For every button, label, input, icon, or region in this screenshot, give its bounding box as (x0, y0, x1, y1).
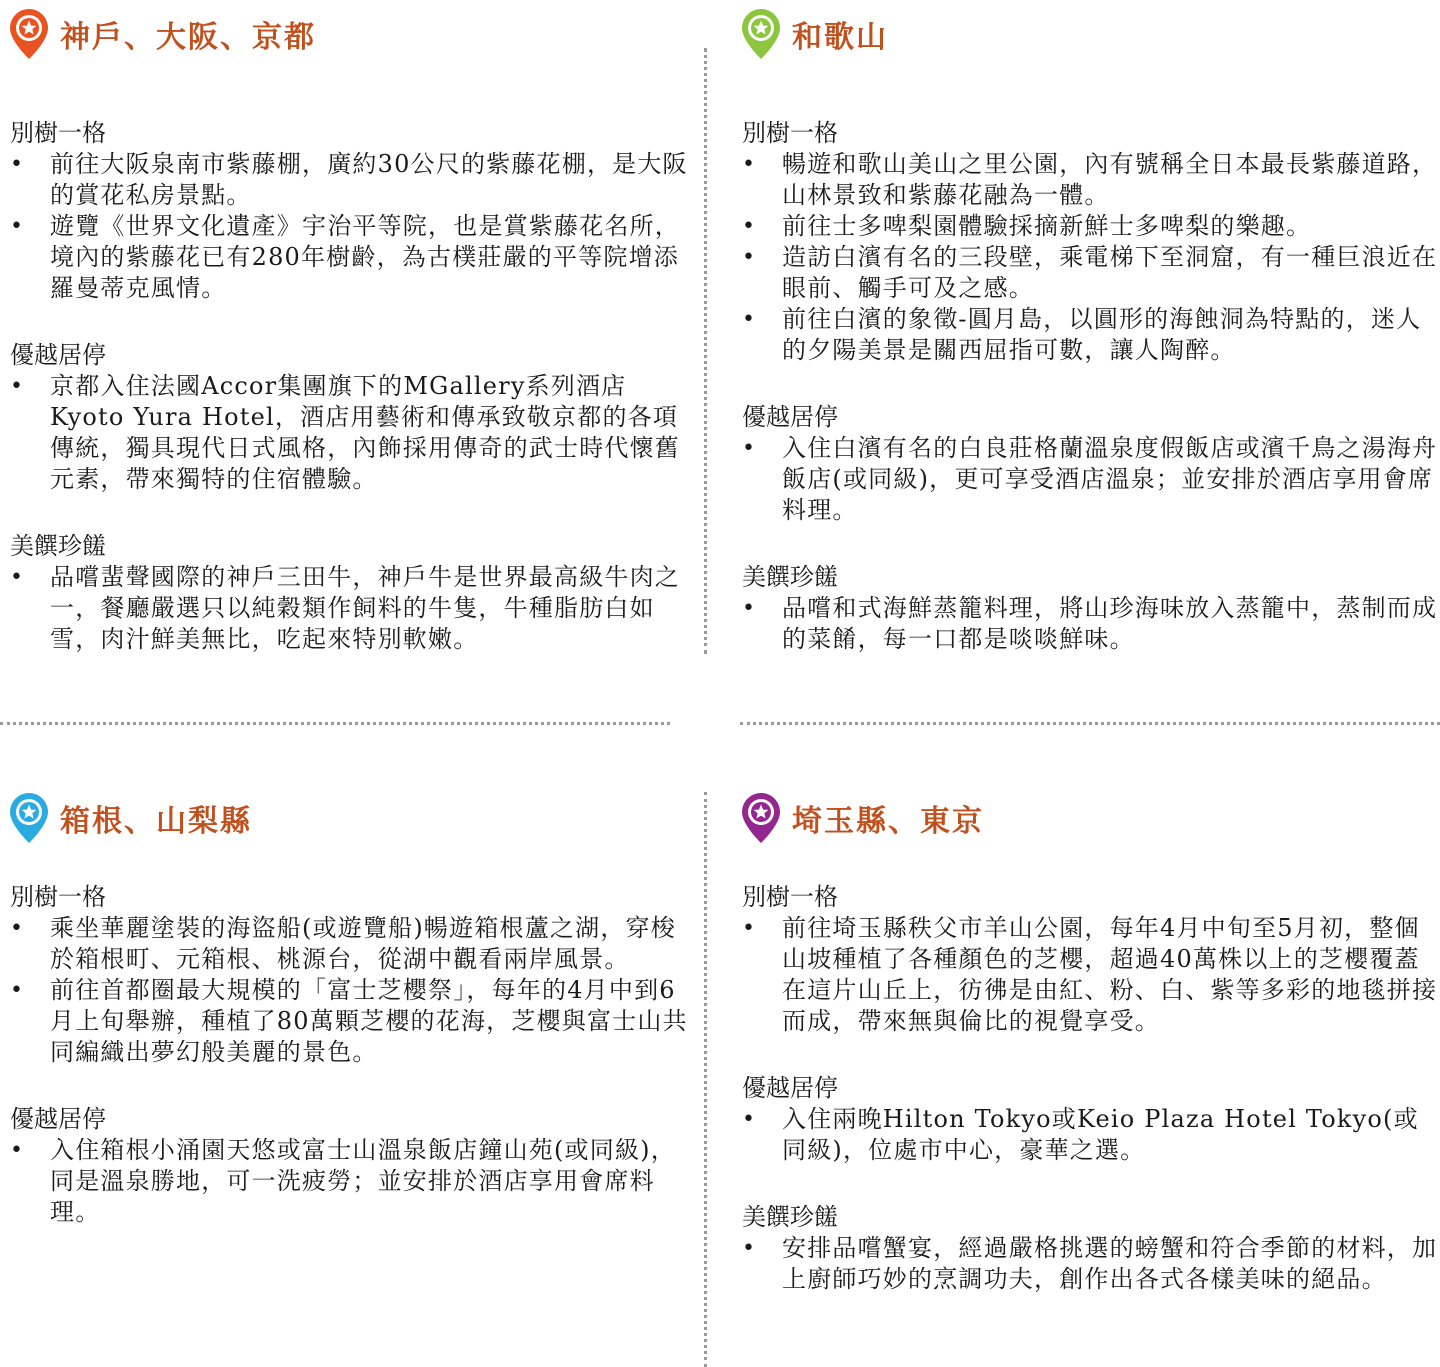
section-heading: 別樹一格 (10, 883, 106, 911)
list-item: • 品嚐和式海鮮蒸籠料理，將山珍海味放入蒸籠中，蒸制而成的菜餚，每一口都是啖啖鮮味。 (740, 593, 1440, 655)
region-wakayama (740, 6, 1440, 655)
section-gap (740, 366, 1440, 402)
section-heading: 優越居停 (742, 1074, 838, 1102)
list-item: • 安排品嚐蟹宴，經過嚴格挑選的螃蟹和符合季節的材料，加上廚師巧妙的烹調功夫，創作出各式各樣美味的絕品。 (740, 1233, 1440, 1295)
bullet-list (8, 562, 698, 655)
list-item: • 品嚐蜚聲國際的神戶三田牛，神戶牛是世界最高級牛肉之一，餐廳嚴選只以純穀類作飼料的牛隻，牛種脂肪白如雪，肉汁鮮美無比，吃起來特別軟嫩。 (8, 562, 698, 655)
list-item: • 前往白濱的象徵-圓月島，以圓形的海蝕洞為特點的，迷人的夕陽美景是關西屈指可數，讓人陶醉。 (740, 304, 1440, 366)
region-title: 箱根、山梨縣 (60, 804, 252, 839)
section-gap (8, 495, 698, 531)
section-gap (740, 1166, 1440, 1202)
region-body (740, 882, 1440, 1295)
list-item: • 京都入住法國Accor集團旗下的MGallery系列酒店Kyoto Yura Hotel，酒店用藝術和傳承致敬京都的各項傳統，獨具現代日式風格，內飾採用傳奇的武士時代懷舊元素，帶來獨特的住宿體驗。 (8, 371, 698, 495)
section (740, 402, 1440, 526)
section (740, 1073, 1440, 1166)
section-gap (740, 526, 1440, 562)
section-heading: 別樹一格 (10, 119, 106, 147)
region-saitama-tokyo (740, 790, 1440, 1295)
bullet-list (740, 913, 1440, 1037)
section (8, 340, 698, 495)
star-map-pin-icon (740, 7, 782, 61)
region-title: 埼玉縣、東京 (792, 804, 984, 839)
list-item: • 前往首都圈最大規模的「富士芝櫻祭」，每年的4月中到6月上旬舉辦，種植了80萬顆芝櫻的花海，芝櫻與富士山共同編織出夢幻般美麗的景色。 (8, 975, 698, 1068)
star-map-pin-icon (740, 791, 782, 845)
region-header (8, 790, 698, 846)
region-title: 神戶、大阪、京都 (60, 20, 316, 55)
list-item: • 造訪白濱有名的三段壁，乘電梯下至洞窟，有一種巨浪近在眼前、觸手可及之感。 (740, 242, 1440, 304)
section-gap (8, 304, 698, 340)
section (8, 118, 698, 304)
bullet-list (740, 1104, 1440, 1166)
section (740, 882, 1440, 1037)
section (740, 562, 1440, 655)
bullet-list (8, 1135, 698, 1228)
section-heading: 別樹一格 (742, 883, 838, 911)
section (8, 531, 698, 655)
region-hakone-yamanashi (8, 790, 698, 1228)
region-header (8, 6, 698, 62)
bullet-list (740, 593, 1440, 655)
list-item: • 遊覽《世界文化遺產》宇治平等院，也是賞紫藤花名所，境內的紫藤花已有280年樹齡，為古樸莊嚴的平等院增添羅曼蒂克風情。 (8, 211, 698, 304)
list-item: • 暢遊和歌山美山之里公園，內有號稱全日本最長紫藤道路，山林景致和紫藤花融為一體。 (740, 149, 1440, 211)
bullet-list (8, 149, 698, 304)
section-heading: 美饌珍饈 (742, 563, 838, 591)
list-item: • 前往大阪泉南市紫藤棚，廣約30公尺的紫藤花棚，是大阪的賞花私房景點。 (8, 149, 698, 211)
section (8, 1104, 698, 1228)
star-map-pin-icon (8, 791, 50, 845)
section (740, 118, 1440, 366)
list-item: • 入住兩晚Hilton Tokyo或Keio Plaza Hotel Tokyo(或同級)，位處市中心，豪華之選。 (740, 1104, 1440, 1166)
region-body (8, 118, 698, 655)
vertical-divider-top (704, 48, 707, 654)
bullet-list (740, 433, 1440, 526)
list-item: • 入住箱根小涌園天悠或富士山溫泉飯店鐘山苑(或同級)，同是溫泉勝地，可一洗疲勞；並安排於酒店享用會席料理。 (8, 1135, 698, 1228)
section (740, 1202, 1440, 1295)
section-heading: 別樹一格 (742, 119, 838, 147)
bullet-list (8, 913, 698, 1068)
section-heading: 優越居停 (10, 1105, 106, 1133)
bullet-list (740, 1233, 1440, 1295)
region-kobe-osaka-kyoto (8, 6, 698, 655)
region-header (740, 6, 1440, 62)
region-body (8, 882, 698, 1228)
region-title: 和歌山 (792, 20, 888, 55)
region-header (740, 790, 1440, 846)
section-heading: 美饌珍饈 (742, 1203, 838, 1231)
section-heading: 優越居停 (10, 341, 106, 369)
bullet-list (8, 371, 698, 495)
vertical-divider-bottom (704, 792, 707, 1367)
list-item: • 前往埼玉縣秩父市羊山公園，每年4月中旬至5月初，整個山坡種植了各種顏色的芝櫻，超過40萬株以上的芝櫻覆蓋在這片山丘上，彷彿是由紅、粉、白、紫等多彩的地毯拼接而成，帶來無與倫比的視覺享受。 (740, 913, 1440, 1037)
star-map-pin-icon (8, 7, 50, 61)
list-item: • 乘坐華麗塗裝的海盜船(或遊覽船)暢遊箱根蘆之湖，穿梭於箱根町、元箱根、桃源台，從湖中觀看兩岸風景。 (8, 913, 698, 975)
section-gap (8, 1068, 698, 1104)
section-heading: 優越居停 (742, 403, 838, 431)
list-item: • 入住白濱有名的白良莊格蘭溫泉度假飯店或濱千鳥之湯海舟飯店(或同級)，更可享受酒店溫泉；並安排於酒店享用會席料理。 (740, 433, 1440, 526)
bullet-list (740, 149, 1440, 366)
horizontal-divider-right (740, 722, 1440, 725)
list-item: • 前往士多啤梨園體驗採摘新鮮士多啤梨的樂趣。 (740, 211, 1440, 242)
section-heading: 美饌珍饈 (10, 532, 106, 560)
section-gap (740, 1037, 1440, 1073)
section (8, 882, 698, 1068)
region-body (740, 118, 1440, 655)
horizontal-divider-left (0, 722, 670, 725)
